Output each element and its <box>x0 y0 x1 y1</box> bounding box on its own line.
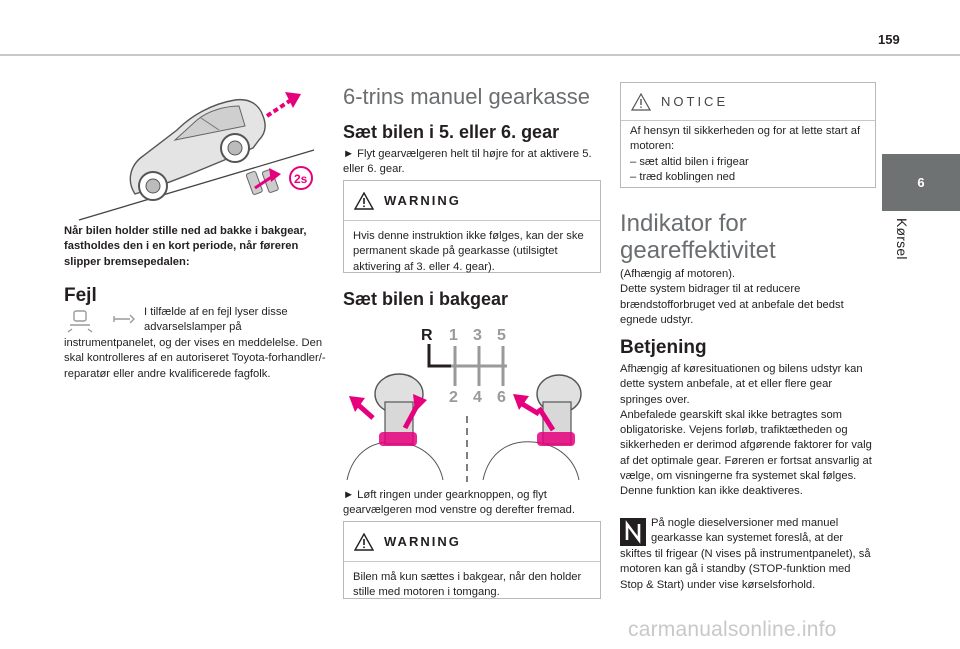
subheading-reverse-gear: Sæt bilen i bakgear <box>343 289 509 309</box>
slope-caption: Når bilen holder stille ned ad bakke i bakgear, fastholdes den i en kort periode, når føreren slipper bremsepedalen: <box>64 225 307 268</box>
fault-heading: Fejl <box>64 285 97 306</box>
warning-label: WARNING <box>384 193 461 208</box>
section-title-gear-indicator: Indikator for geareffektivitet <box>620 210 776 264</box>
notice-item-neutral: – sæt altid bilen i frigear <box>630 155 749 168</box>
indicator-intro: (Afhængig af motoren). Dette system bidrager til at reducere brændstofforbruget ved at anbefale det bedst egnede udstyr. <box>620 268 844 326</box>
warning-triangle-icon <box>354 533 374 551</box>
notice-label: NOTICE <box>661 94 729 109</box>
gear-shift-pattern-diagram <box>343 322 601 484</box>
gear-5-6-instruction: ► Flyt gearvælgeren helt til højre for at aktivere 5. eller 6. gear. <box>343 148 592 176</box>
warning-text-2: Bilen må kun sættes i bakgear, når den holder stille med motoren i tomgang. <box>353 571 582 599</box>
notice-text: Af hensyn til sikkerheden og for at lette start af motoren: <box>630 125 861 153</box>
gear-label-6: 6 <box>497 389 506 406</box>
diesel-text-line-2: gearkasse kan systemet foreslå, at der <box>651 532 844 544</box>
fault-text-line-1: I tilfælde af en fejl lyser disse <box>144 306 288 318</box>
gear-label-3: 3 <box>473 327 482 344</box>
header-rule <box>0 54 960 56</box>
warning-label-2: WARNING <box>384 534 461 549</box>
gear-label-4: 4 <box>473 389 482 406</box>
watermark: carmanualsonline.info <box>628 618 837 641</box>
warning-text-1: Hvis denne instruktion ikke følges, kan der ske permanent skade på gearkasse (utilsigtet aktivering af 3. eller 4. gear). <box>353 230 584 273</box>
chapter-tab[interactable]: 6 <box>882 154 960 211</box>
svg-text:2s: 2s <box>294 172 308 186</box>
notice-box <box>620 82 876 188</box>
subheading-5-6-gear: Sæt bilen i 5. eller 6. gear <box>343 122 560 142</box>
diesel-text-line-1: På nogle dieselversioner med manuel <box>651 517 839 529</box>
warning-box-2 <box>343 521 601 599</box>
fault-text-line-2: advarselslamper på <box>144 321 242 333</box>
notice-triangle-icon <box>631 93 651 111</box>
section-title-gearbox: 6-trins manuel gearkasse <box>343 84 591 109</box>
notice-item-clutch: – træd koblingen ned <box>630 170 736 183</box>
diesel-text-rest: skiftes til frigear (N vises på instrumentpanelet), så motoren kan gå i standby (STOP-funktion med Stop & Start) under vise kørselsforhold. <box>620 548 871 591</box>
fault-text-rest: instrumentpanelet, og der vises en meddelelse. Den skal kontrolleres af en autoriseret Toyota-forhandler/-reparatør eller andre kvalificerede fagfolk. <box>64 337 326 380</box>
car-on-slope-illustration <box>69 82 329 222</box>
operation-text: Afhængig af køresituationen og bilens udstyr kan dette system anbefale, at et eller flere gear springes over. Anbefalede gearskift skal ikke betragtes som obligatoriske. Vejens forløb, trafiktætheden og sikkerheden er derimod afgørende faktorer for valg af det optimale gear. Føreren er fortsat ansvarlig at vælge, om visningerne fra systemet skal følges. Denne funktion kan ikke deaktiveres. <box>620 363 872 498</box>
gear-label-1: 1 <box>449 327 458 344</box>
page-number: 159 <box>878 32 900 47</box>
warning-box-1 <box>343 180 601 273</box>
neutral-n-icon <box>620 518 646 546</box>
gear-label-r: R <box>421 327 433 344</box>
reverse-gear-instruction: ► Løft ringen under gearknoppen, og flyt gearvælgeren mod venstre og derefter fremad. <box>343 489 575 517</box>
subheading-operation: Betjening <box>620 337 707 358</box>
warning-triangle-icon <box>354 192 374 210</box>
gear-label-5: 5 <box>497 327 506 344</box>
gear-label-2: 2 <box>449 389 458 406</box>
notice-header <box>621 83 875 121</box>
chapter-label: Kørsel <box>894 218 910 260</box>
warning-header-2 <box>344 522 600 562</box>
warning-header <box>344 181 600 221</box>
gear-knob-left-illustration <box>347 374 443 480</box>
notice-body <box>621 121 875 193</box>
warning-lamp-icons <box>64 307 138 333</box>
